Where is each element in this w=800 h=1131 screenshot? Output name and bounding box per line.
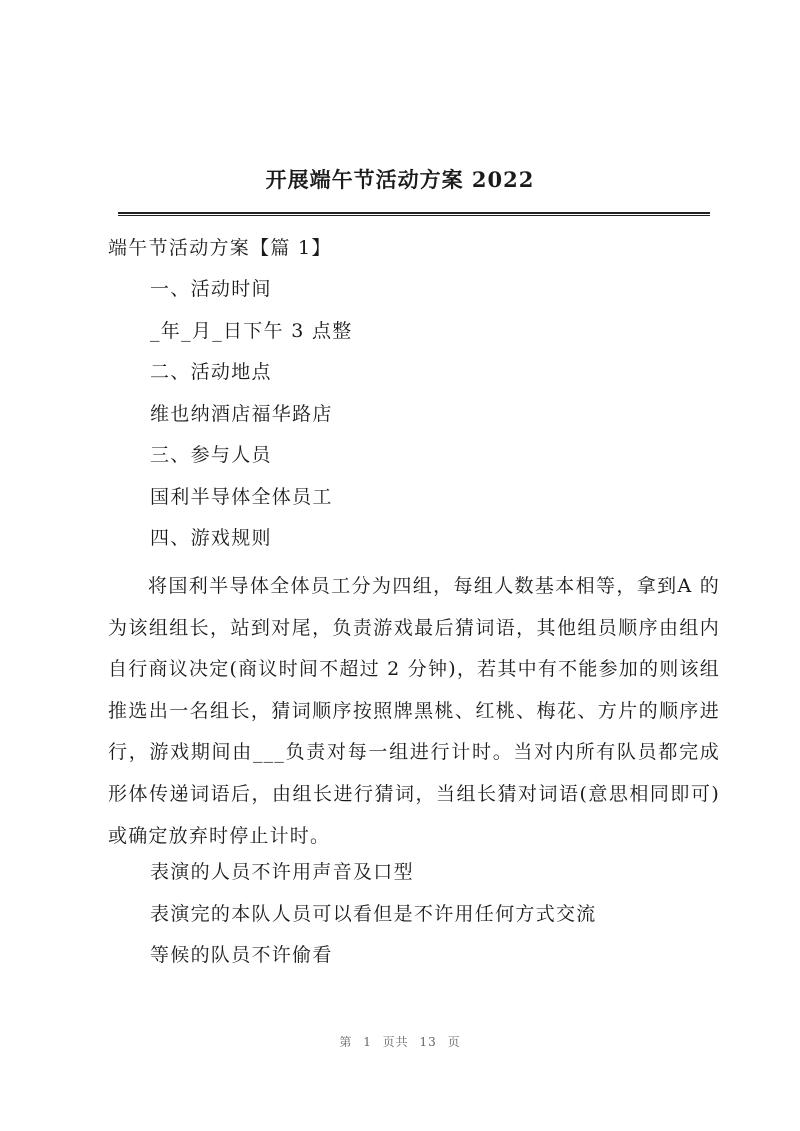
item-activity-location-value: 维也纳酒店福华路店 xyxy=(150,403,333,425)
section-heading: 端午节活动方案【篇 1】 xyxy=(108,237,332,259)
note-waiting-members: 等候的队员不许偷看 xyxy=(150,944,333,966)
rules-paragraph: 将国利半导体全体员工分为四组，每组人数基本相等，拿到A 的为该组组长，站到对尾，负责游戏最后猜词语，其他组员顺序由组内自行商议决定(商议时间不超过 2 分钟)，若其中有不能参加的则该组推选出一名组长，猜词顺序按照牌黑桃、红桃、梅花、方片的顺序进行，游戏期间由___负责对每一组进行计时。当对内所有队员都完成形体传递词语后，由组长进行猜词，当组长猜对词语(意思相同即可)或确定放弃时停止计时。 xyxy=(108,575,720,847)
item-activity-time-value: _年_月_日下午 3 点整 xyxy=(150,320,353,342)
page-number-footer: 第 1 页共 13 页 xyxy=(339,1035,461,1049)
item-participants-value: 国利半导体全体员工 xyxy=(150,486,333,508)
document-title: 开展端午节活动方案 2022 xyxy=(265,167,535,192)
item-game-rules-heading: 四、游戏规则 xyxy=(150,527,272,549)
item-activity-time-heading: 一、活动时间 xyxy=(150,278,272,300)
note-performers: 表演的人员不许用声音及口型 xyxy=(150,861,414,883)
title-divider xyxy=(118,212,710,216)
item-participants-heading: 三、参与人员 xyxy=(150,444,272,466)
note-finished-performers: 表演完的本队人员可以看但是不许用任何方式交流 xyxy=(150,903,597,925)
item-activity-location-heading: 二、活动地点 xyxy=(150,361,272,383)
